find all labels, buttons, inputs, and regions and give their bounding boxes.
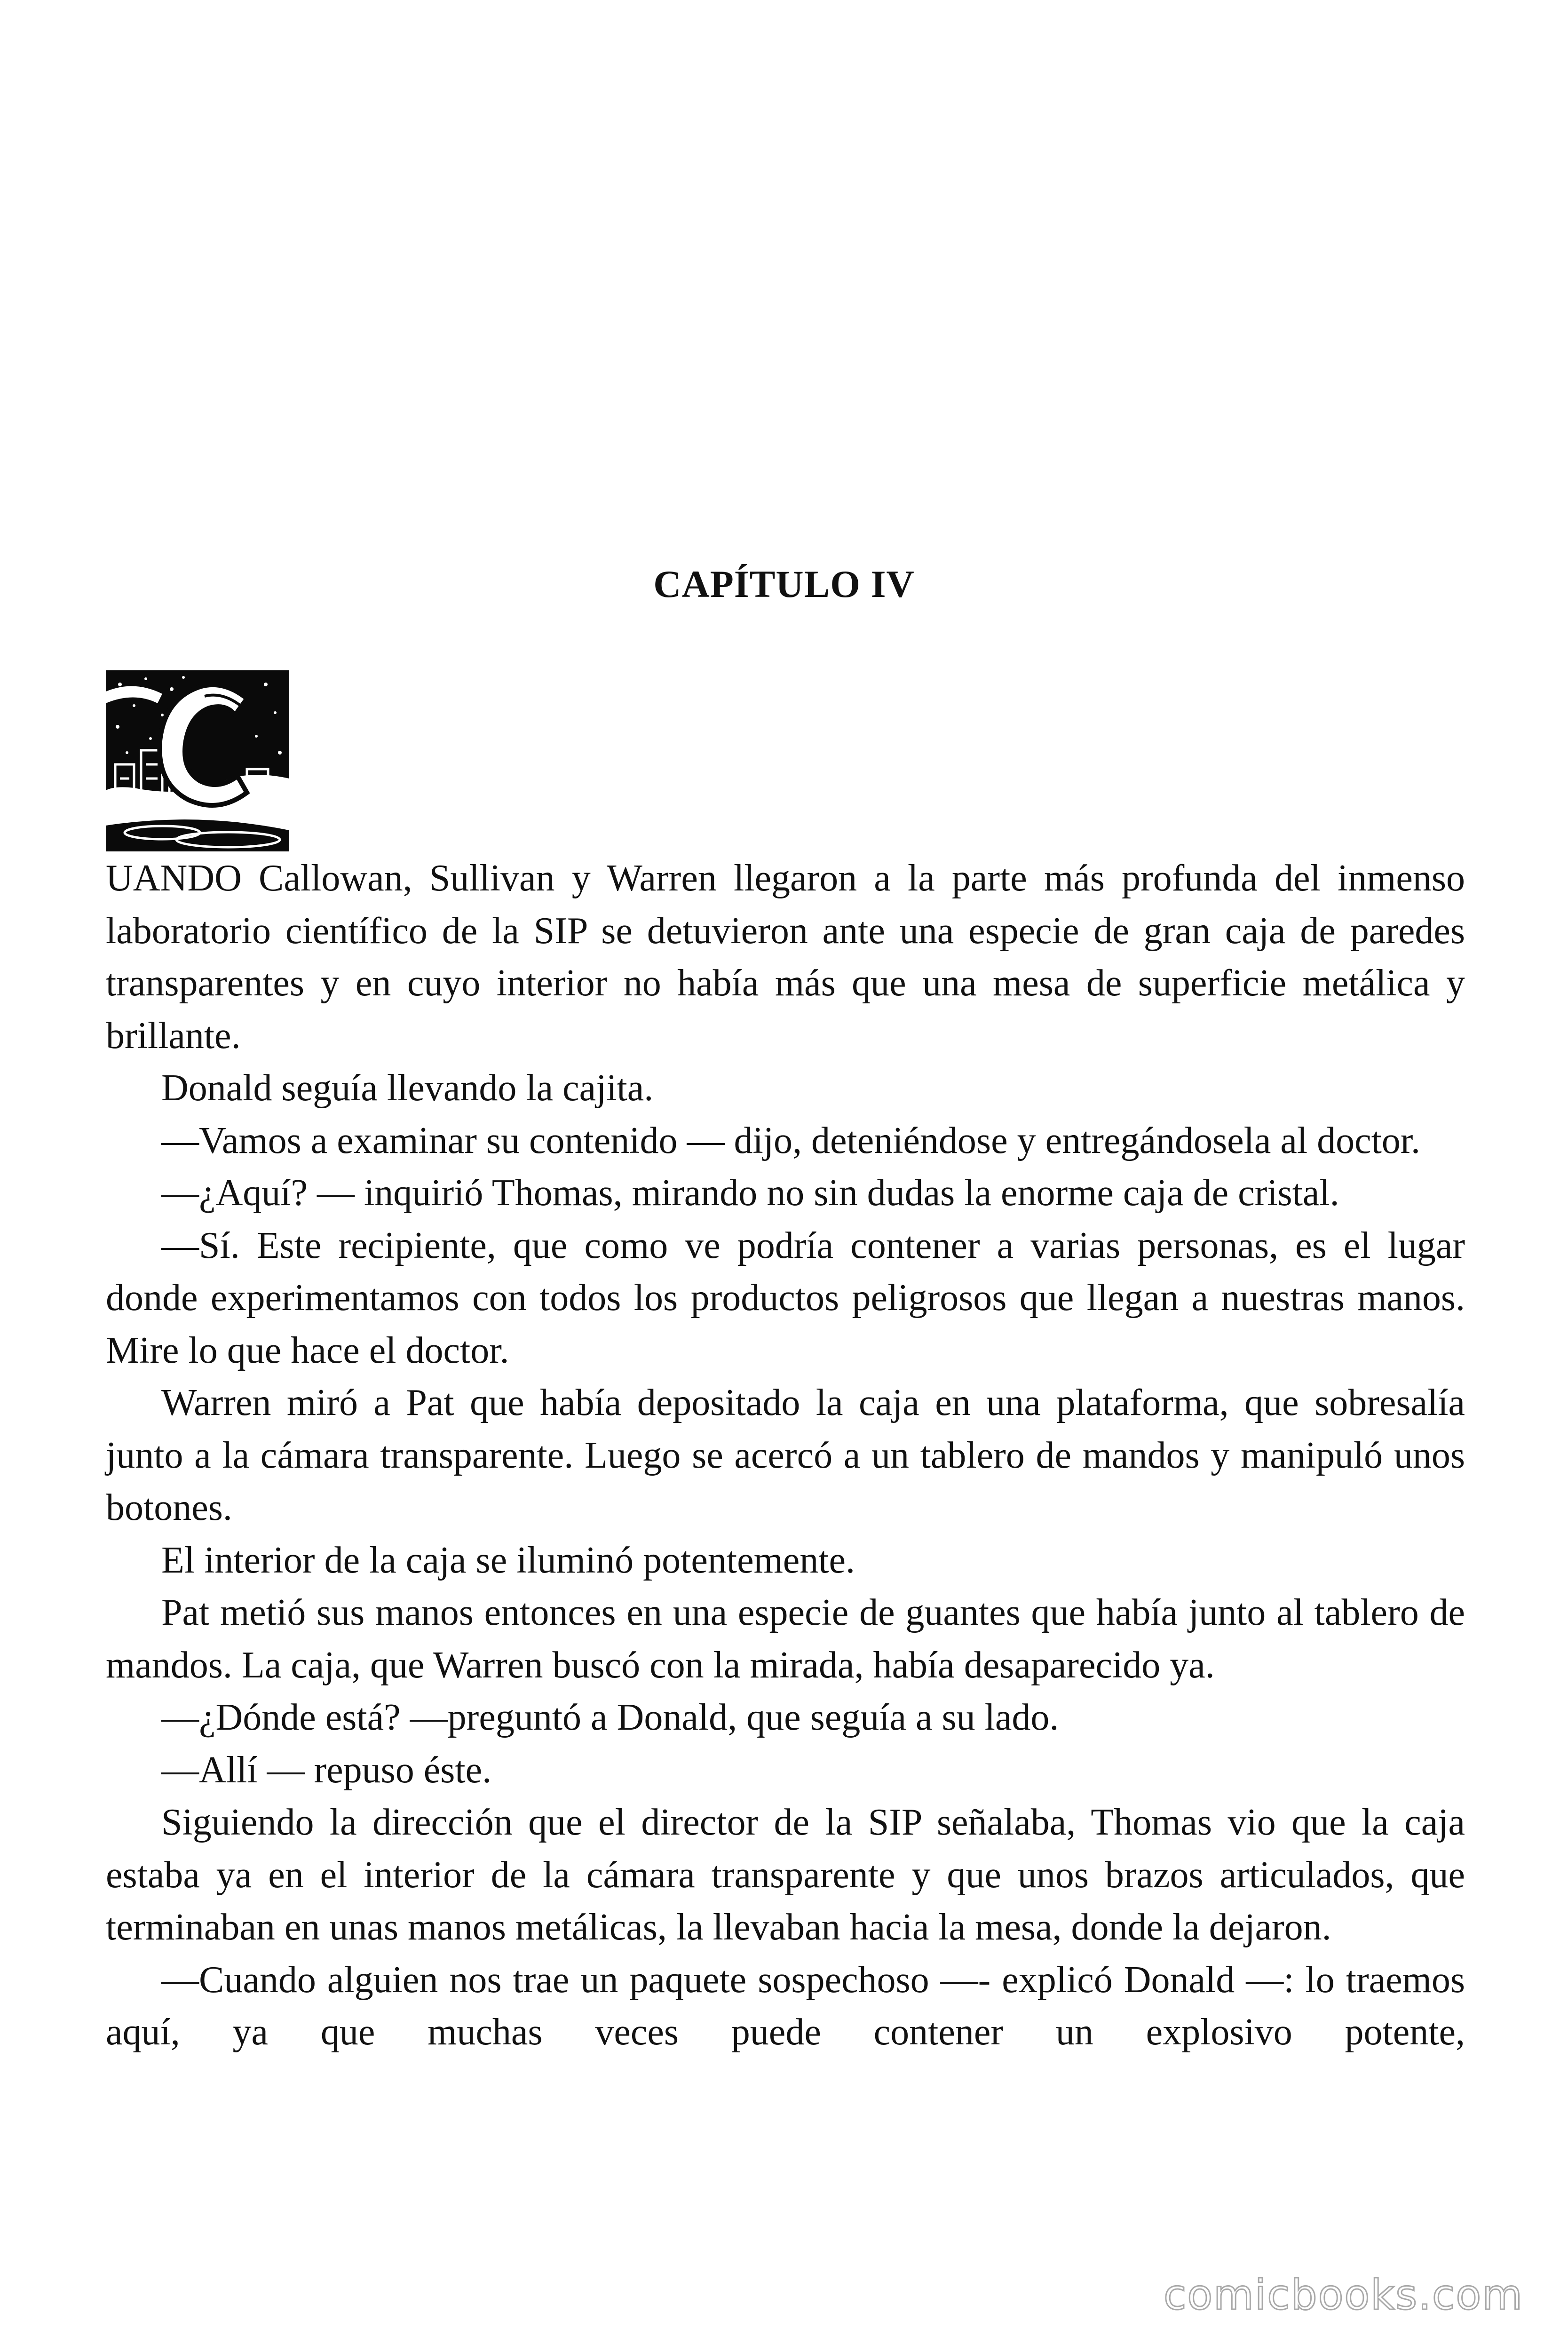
- paragraph: —¿Dónde está? —preguntó a Donald, que seguía a su lado.: [161, 1697, 1059, 1738]
- paragraph: —Sí. Este recipiente, que como ve podría contener a varias personas, es el lugar donde experimentamos con todos los productos peligrosos que llegan a nuestras manos. Mire lo que hace el doctor.: [106, 1224, 1465, 1371]
- paragraph: —Cuando alguien nos trae un paquete sospechoso —- explicó Donald —: lo traemos aquí, ya que muchas veces puede contener un explosivo potente,: [106, 1959, 1465, 2053]
- paragraph: —¿Aquí? — inquirió Thomas, mirando no sin dudas la enorme caja de cristal.: [161, 1172, 1339, 1214]
- paragraph: Donald seguía llevando la cajita.: [161, 1067, 654, 1109]
- watermark: comicbooks.com: [1163, 2271, 1523, 2319]
- paragraph: —Allí — repuso éste.: [161, 1749, 492, 1791]
- paragraph: —Vamos a examinar su contenido — dijo, deteniéndose y entregándosela al doctor.: [161, 1120, 1421, 1161]
- paragraph: Warren miró a Pat que había depositado la caja en una plataforma, que sobresalía junto a la cámara transparente. Luego se acercó a un tablero de mandos y manipuló unos botones.: [106, 1382, 1465, 1528]
- chapter-title: CAPÍTULO IV: [653, 563, 915, 605]
- paragraph: Siguiendo la dirección que el director de la SIP señalaba, Thomas vio que la caja estaba ya en el interior de la cámara transparente y que unos brazos articulados, que terminaban en unas manos metálicas, la llevaban hacia la mesa, donde la dejaron.: [106, 1802, 1465, 1948]
- body-text: [106, 852, 1465, 2059]
- paragraph: El interior de la caja se iluminó potentemente.: [161, 1539, 855, 1581]
- drop-cap-c-icon: [106, 670, 289, 851]
- paragraph: UANDO Callowan, Sullivan y Warren llegaron a la parte más profunda del inmenso laboratorio científico de la SIP se detuvieron ante una especie de gran caja de paredes transparentes y en cuyo interior no había más que una mesa de superficie metálica y brillante.: [106, 858, 1465, 1057]
- drop-cap-illustration: [106, 670, 289, 851]
- paragraph: Pat metió sus manos entonces en una especie de guantes que había junto al tablero de mandos. La caja, que Warren buscó con la mirada, había desaparecido ya.: [106, 1592, 1465, 1686]
